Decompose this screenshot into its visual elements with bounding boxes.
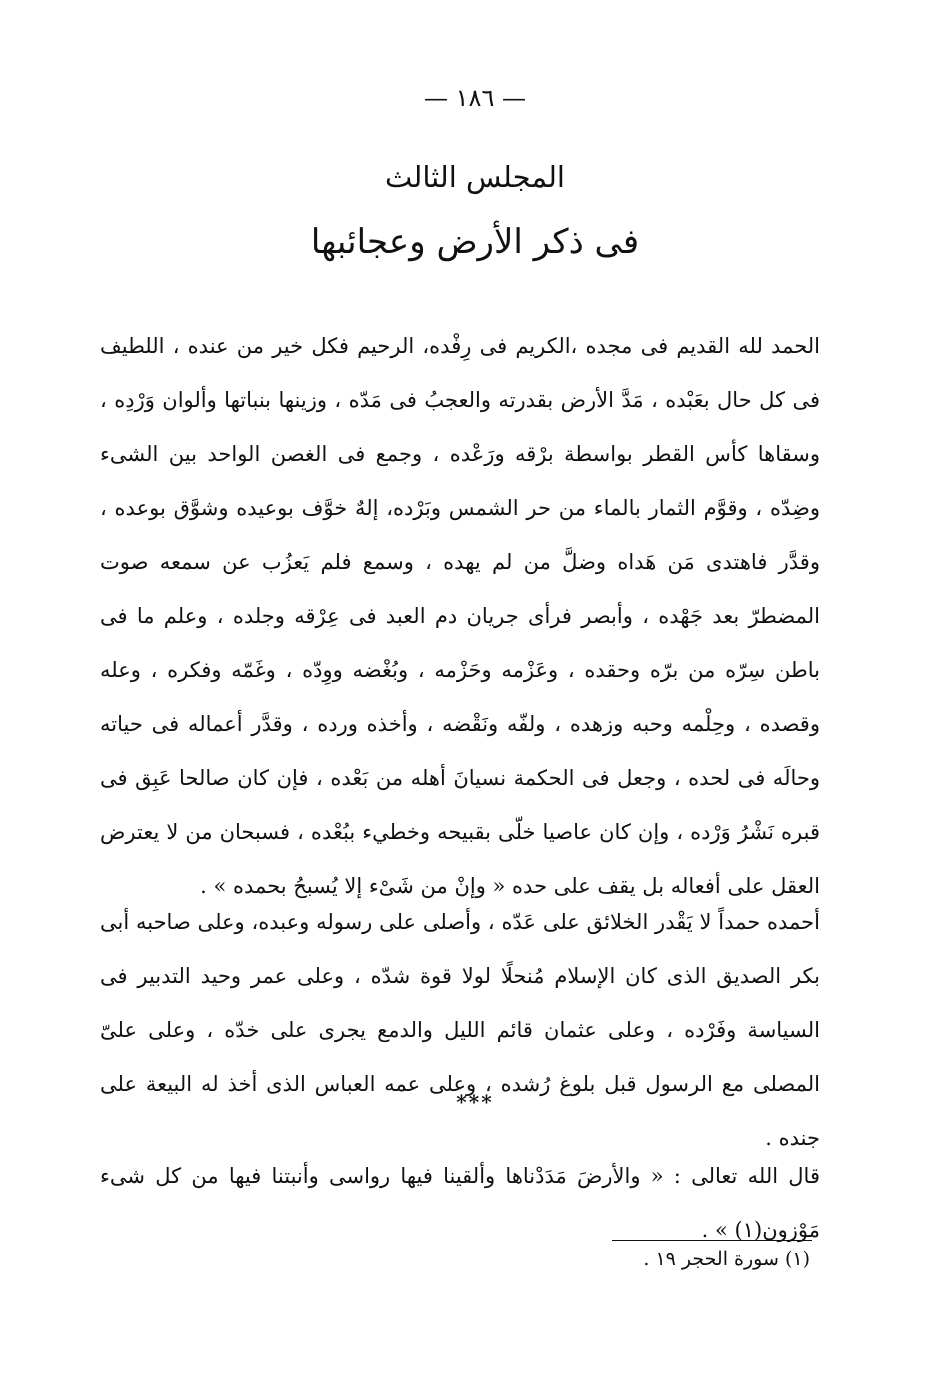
body-paragraph-praise: الحمد لله القديم فى مجده ،الكريم فى رِفْده، الرحيم فكل خير من عنده ، اللطيف فى كل حال بعَبْده ، مَدَّ الأرض بقدرته والعجبُ فى مَدّه ، وزينها بنباتها وألوان وَرْدِه ، وسقاها كأس القطر بواسطة برْقه ورَعْده ، وجمع فى الغصن الواحد بين الشىء وضِدّه ، وقوَّم الثمار بالماء من حر الشمس وبَرْده، إلهٌ خوَّف بوعيده وشوَّق بوعده ، وقدَّر فاهتدى مَن هَداه وضلَّ من لم يهده ، وسمع فلم يَعزُب عن سمعه صوت المضطرّ بعد جَهْده ، وأبصر فرأى جريان دم العبد فى عِرْقه وجلده ، وعلم ما فى باطن سِرّه من برّه وحقده ، وعَزْمه وحَزْمه ، وبُغْضه ووِدّه ، وغَمّه وفكره ، وعله وقصده ، وحِلْمه وحبه وزهده ، ولفّه ونَقْضه ، وأخذه ورده ، وقدَّر أعماله فى حياته وحالَه فى لحده ، وجعل فى الحكمة نسيانَ أهله من بَعْده ، فإن كان صالحا عَبِق فى قبره نَشْرُ وَرْده ، وإن كان عاصيا خلّى بقبيحه وخطيء ببُعْده ، فسبحان من لا يعترض العقل على أفعاله بل يقف على حده « وإنْ من شَىْء إلا يُسبحُ بحمده » . bbox=[100, 334, 820, 898]
footnote: (١) سورة الحجر ١٩ . bbox=[643, 1248, 810, 1270]
footnote-divider bbox=[612, 1240, 812, 1241]
quran-quote: قال الله تعالى : « والأرضَ مَدَدْناها وألقينا فيها رواسى وأنبتنا فيها من كل شىء مَوْزون(١) » . bbox=[100, 1164, 820, 1242]
chapter-title: فى ذكر الأرض وعجائبها bbox=[310, 222, 640, 262]
section-separator: *** bbox=[456, 1090, 494, 1114]
body-paragraph-blessings: أحمده حمداً لا يَقْدر الخلائق على عَدّه ، وأصلى على رسوله وعبده، وعلى صاحبه أبى بكر الصديق الذى كان الإسلام مُنحلًا لولا قوة شدّه ، وعلى عمر وحيد التدبير فى السياسة وفَرْده ، وعلى عثمان قائم الليل والدمع يجرى على خدّه ، وعلى علىّ المصلى مع الرسول قبل بلوغ رُشده ، وعلى عمه العباس الذى أخذ له البيعة على جنده . bbox=[100, 910, 820, 1150]
session-title: المجلس الثالث bbox=[385, 160, 565, 194]
page-number: — ١٨٦ — bbox=[424, 84, 526, 112]
